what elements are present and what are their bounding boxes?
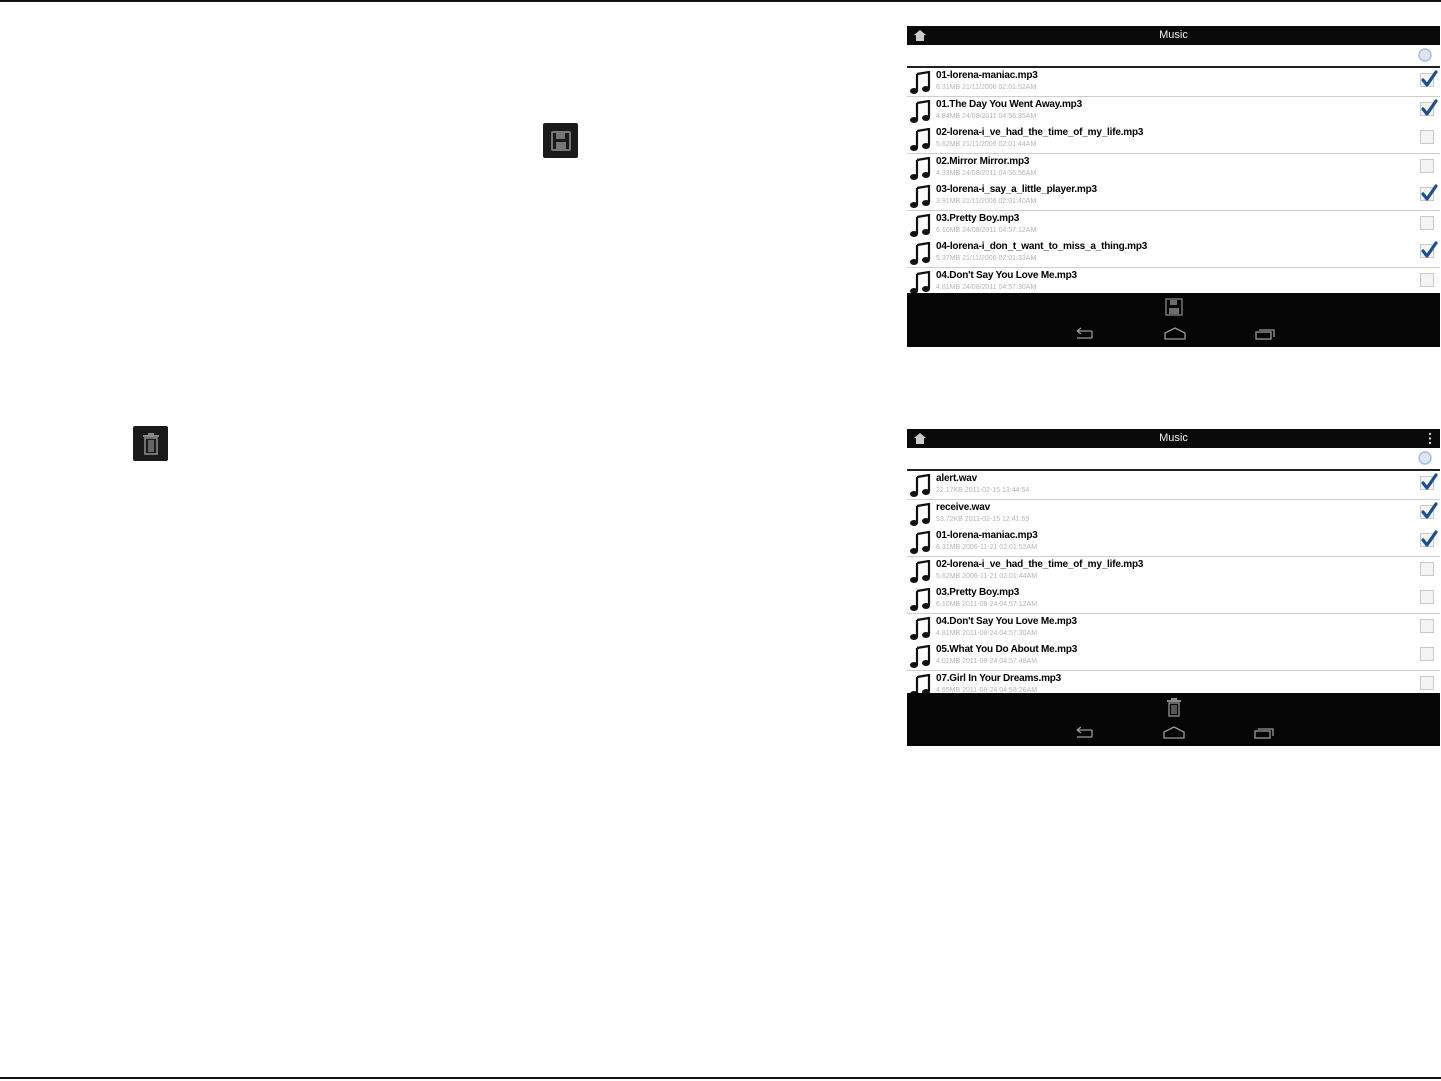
music-screen-save xyxy=(907,26,1440,347)
action-bar xyxy=(907,693,1440,721)
recent-apps-icon[interactable] xyxy=(1253,327,1277,341)
checkmark-icon xyxy=(1420,70,1438,88)
back-icon[interactable] xyxy=(1072,726,1096,740)
file-name: 02-lorena-i_ve_had_the_time_of_my_life.mp3 xyxy=(936,558,1144,570)
file-name: 03.Pretty Boy.mp3 xyxy=(936,587,1020,598)
search-icon[interactable] xyxy=(1416,47,1434,65)
home-icon[interactable] xyxy=(1163,327,1187,341)
file-name: 01-lorena-maniac.mp3 xyxy=(936,70,1038,81)
music-note-icon xyxy=(909,645,931,669)
page-bottom-rule xyxy=(0,1077,1441,1079)
file-row[interactable] xyxy=(907,125,1440,154)
file-name: 03-lorena-i_say_a_little_player.mp3 xyxy=(936,184,1097,195)
file-meta: 6.31MB 21/11/2006 02:01:52AM xyxy=(936,84,1037,91)
file-name: 01-lorena-maniac.mp3 xyxy=(936,530,1038,541)
trash-icon[interactable] xyxy=(1166,698,1182,717)
page-top-rule xyxy=(0,0,1441,2)
system-nav-bar xyxy=(907,321,1440,347)
file-checkbox[interactable] xyxy=(1420,159,1434,173)
file-meta: 53.72KB 2011-02-15 12:41:59 xyxy=(936,515,1030,523)
file-checkbox[interactable] xyxy=(1420,505,1434,519)
music-note-icon xyxy=(909,588,931,612)
search-bar[interactable] xyxy=(907,448,1440,471)
file-checkbox[interactable] xyxy=(1420,476,1434,490)
music-note-icon xyxy=(909,71,931,95)
file-meta: 5.37MB 21/11/2006 02:01:33AM xyxy=(936,255,1037,262)
file-checkbox[interactable] xyxy=(1420,619,1434,633)
recent-apps-icon[interactable] xyxy=(1252,726,1276,740)
system-nav-bar xyxy=(907,721,1440,746)
file-meta: 4.81MB 24/08/2011 04:57:30AM xyxy=(936,283,1037,291)
music-note-icon xyxy=(909,242,931,266)
file-name: 04.Don't Say You Love Me.mp3 xyxy=(936,615,1077,627)
action-bar xyxy=(907,293,1440,321)
file-meta: 6.31MB 2006-11-21 02:01:52AM xyxy=(936,544,1038,551)
file-row[interactable] xyxy=(907,642,1440,671)
file-row[interactable] xyxy=(907,211,1440,240)
music-note-icon xyxy=(909,271,931,295)
file-name: 07.Girl In Your Dreams.mp3 xyxy=(936,672,1062,684)
file-row[interactable] xyxy=(907,239,1440,268)
music-note-icon xyxy=(909,185,931,209)
music-note-icon xyxy=(909,531,931,555)
music-note-icon xyxy=(909,474,931,498)
file-row[interactable] xyxy=(907,68,1440,97)
music-note-icon xyxy=(909,617,931,641)
checkmark-icon xyxy=(1420,502,1438,520)
checkmark-icon xyxy=(1420,241,1438,259)
file-meta: 3.91MB 21/11/2006 02:01:40AM xyxy=(936,198,1037,205)
file-name: 04.Don't Say You Love Me.mp3 xyxy=(936,269,1077,281)
file-meta: 6.10MB 24/08/2011 04:57:12AM xyxy=(936,226,1037,234)
file-checkbox[interactable] xyxy=(1420,73,1434,87)
checkmark-icon xyxy=(1420,99,1438,117)
file-row[interactable] xyxy=(907,182,1440,211)
file-checkbox[interactable] xyxy=(1420,130,1434,144)
file-row[interactable] xyxy=(907,614,1440,643)
file-checkbox[interactable] xyxy=(1420,273,1434,287)
file-meta: 4.84MB 24/08/2011 04:56:35AM xyxy=(936,112,1037,120)
file-checkbox[interactable] xyxy=(1420,533,1434,547)
file-checkbox[interactable] xyxy=(1420,216,1434,230)
file-name: 01.The Day You Went Away.mp3 xyxy=(936,98,1082,110)
music-note-icon xyxy=(909,128,931,152)
file-checkbox[interactable] xyxy=(1420,647,1434,661)
music-note-icon xyxy=(909,560,931,584)
home-icon[interactable] xyxy=(1162,726,1186,740)
file-name: 04-lorena-i_don_t_want_to_miss_a_thing.mp3 xyxy=(936,241,1148,252)
back-icon[interactable] xyxy=(1072,327,1096,341)
overflow-menu-icon[interactable] xyxy=(1428,432,1432,445)
file-checkbox[interactable] xyxy=(1420,562,1434,576)
file-checkbox[interactable] xyxy=(1420,676,1434,690)
checkmark-icon xyxy=(1420,530,1438,548)
file-row[interactable] xyxy=(907,154,1440,183)
title-bar xyxy=(907,26,1440,45)
file-name: alert.wav xyxy=(936,473,978,484)
file-checkbox[interactable] xyxy=(1420,244,1434,258)
title-bar xyxy=(907,429,1440,448)
file-meta: 6.10MB 2011-08-24 04:57:12AM xyxy=(936,601,1038,608)
music-note-icon xyxy=(909,503,931,527)
file-name: 02-lorena-i_ve_had_the_time_of_my_life.mp3 xyxy=(936,127,1144,138)
file-name: 02.Mirror Mirror.mp3 xyxy=(936,155,1030,167)
file-meta: 4.65MB 2011-08-24 04:58:26AM xyxy=(936,686,1038,694)
file-checkbox[interactable] xyxy=(1420,102,1434,116)
file-name: 05.What You Do About Me.mp3 xyxy=(936,644,1078,655)
file-meta: 22.17KB 2011-02-15 13:44:54 xyxy=(936,487,1030,494)
file-name: 03.Pretty Boy.mp3 xyxy=(936,212,1020,224)
file-row[interactable] xyxy=(907,471,1440,500)
search-icon[interactable] xyxy=(1416,450,1434,468)
trash-icon xyxy=(133,426,168,461)
file-row[interactable] xyxy=(907,528,1440,557)
search-bar[interactable] xyxy=(907,45,1440,68)
checkmark-icon xyxy=(1420,184,1438,202)
music-note-icon xyxy=(909,157,931,181)
file-name: receive.wav xyxy=(936,501,990,513)
file-row[interactable] xyxy=(907,585,1440,614)
music-note-icon xyxy=(909,100,931,124)
screen-title: Music xyxy=(1159,432,1188,444)
file-meta: 4.81MB 2011-08-24 04:57:30AM xyxy=(936,629,1038,637)
music-screen-delete xyxy=(907,429,1440,746)
file-meta: 4.01MB 2011-08-24 04:57:48AM xyxy=(936,658,1038,665)
file-meta: 4.33MB 24/08/2011 04:56:56AM xyxy=(936,169,1037,177)
file-checkbox[interactable] xyxy=(1420,187,1434,201)
file-row[interactable] xyxy=(907,97,1440,126)
file-row[interactable] xyxy=(907,557,1440,586)
music-note-icon xyxy=(909,214,931,238)
file-meta: 5.62MB 21/11/2006 02:01:44AM xyxy=(936,141,1037,148)
save-icon[interactable] xyxy=(1165,298,1183,316)
save-icon xyxy=(543,123,578,158)
file-meta: 5.62MB 2006-11-21 02:01:44AM xyxy=(936,572,1038,580)
file-row[interactable] xyxy=(907,500,1440,529)
checkmark-icon xyxy=(1420,473,1438,491)
screen-title: Music xyxy=(1159,29,1188,41)
file-checkbox[interactable] xyxy=(1420,590,1434,604)
